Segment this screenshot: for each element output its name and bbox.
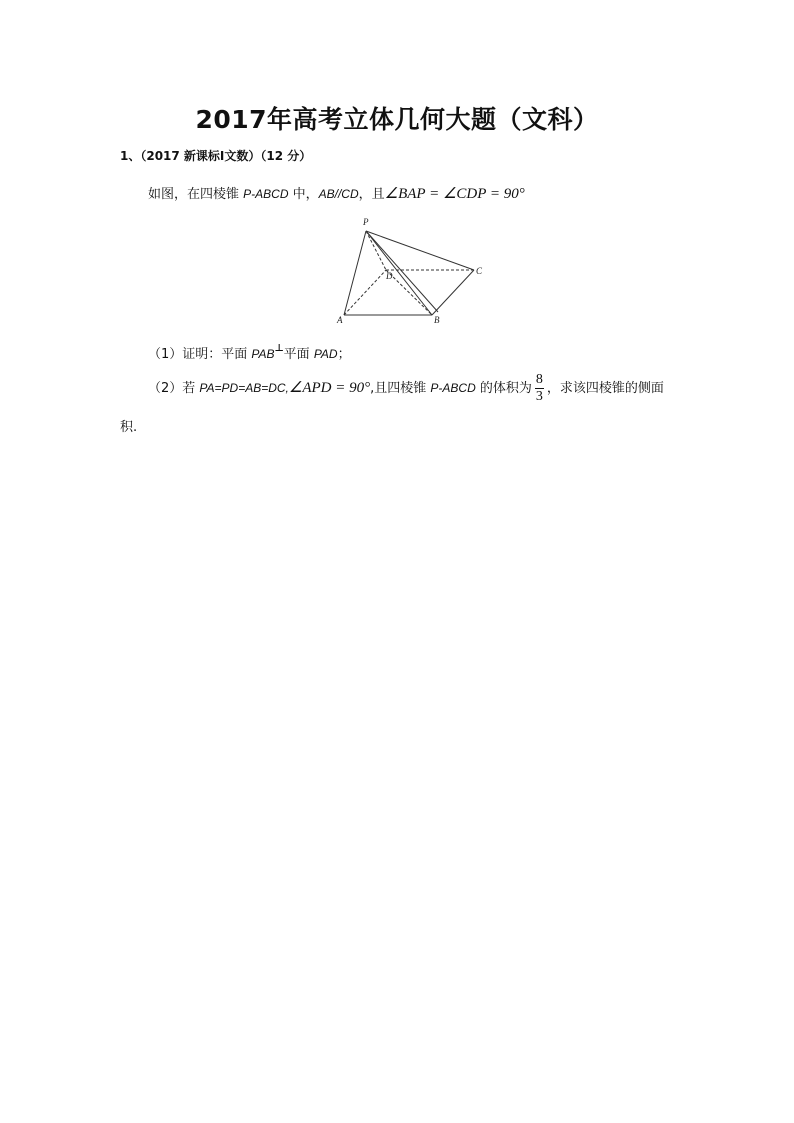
part-2: [148, 372, 664, 405]
part2-pyramid: P-ABCD: [430, 381, 476, 395]
part1-mid: 平面: [283, 347, 314, 362]
part2-end: ，求该四棱锥的侧面: [546, 381, 664, 396]
label-D: D: [386, 271, 393, 281]
part2-angle: ∠APD = 90°: [288, 380, 371, 396]
part2-mid: ,且四棱锥: [370, 381, 431, 396]
intro-prefix: 如图，在四棱锥: [148, 187, 244, 202]
part1-end: ；: [337, 347, 351, 362]
label-C: C: [476, 266, 483, 276]
part-2-wrap: 积.: [120, 420, 138, 435]
label-B: B: [434, 315, 440, 325]
intro-and: ，且: [358, 187, 385, 202]
label-A: A: [337, 315, 343, 325]
label-P: P: [363, 217, 369, 227]
edge-DB: [386, 270, 432, 315]
intro-parallel: AB//CD: [318, 187, 359, 201]
intro-pyramid: P-ABCD: [243, 187, 289, 201]
part1-plane2: PAD: [313, 347, 338, 361]
pyramid-figure: [330, 212, 490, 327]
page-title: 2017年高考立体几何大题（文科）: [195, 105, 599, 134]
edge-PA: [344, 231, 366, 315]
part1-prefix: （1）证明：平面: [148, 347, 252, 362]
fraction-denominator: 3: [535, 389, 543, 404]
edge-back: [366, 231, 438, 312]
part1-plane1: PAB: [251, 347, 275, 361]
fraction-numerator: 8: [535, 372, 543, 387]
edge-PB: [366, 231, 432, 315]
question-intro: [148, 183, 525, 203]
edge-BC: [432, 270, 474, 315]
part2-mid2: 的体积为: [475, 381, 532, 396]
question-header: 1、（2017 新课标Ⅰ文数）（12 分）: [120, 149, 312, 163]
intro-mid: 中，: [288, 187, 319, 202]
part-1: [148, 343, 351, 362]
part2-prefix: （2）若: [148, 381, 200, 396]
volume-fraction: [535, 372, 544, 405]
intro-angles: ∠BAP = ∠CDP = 90°: [384, 186, 525, 202]
perp-symbol: ⊥: [274, 343, 284, 354]
edge-PC: [366, 231, 474, 270]
part2-cond: PA=PD=AB=DC,: [199, 381, 289, 395]
